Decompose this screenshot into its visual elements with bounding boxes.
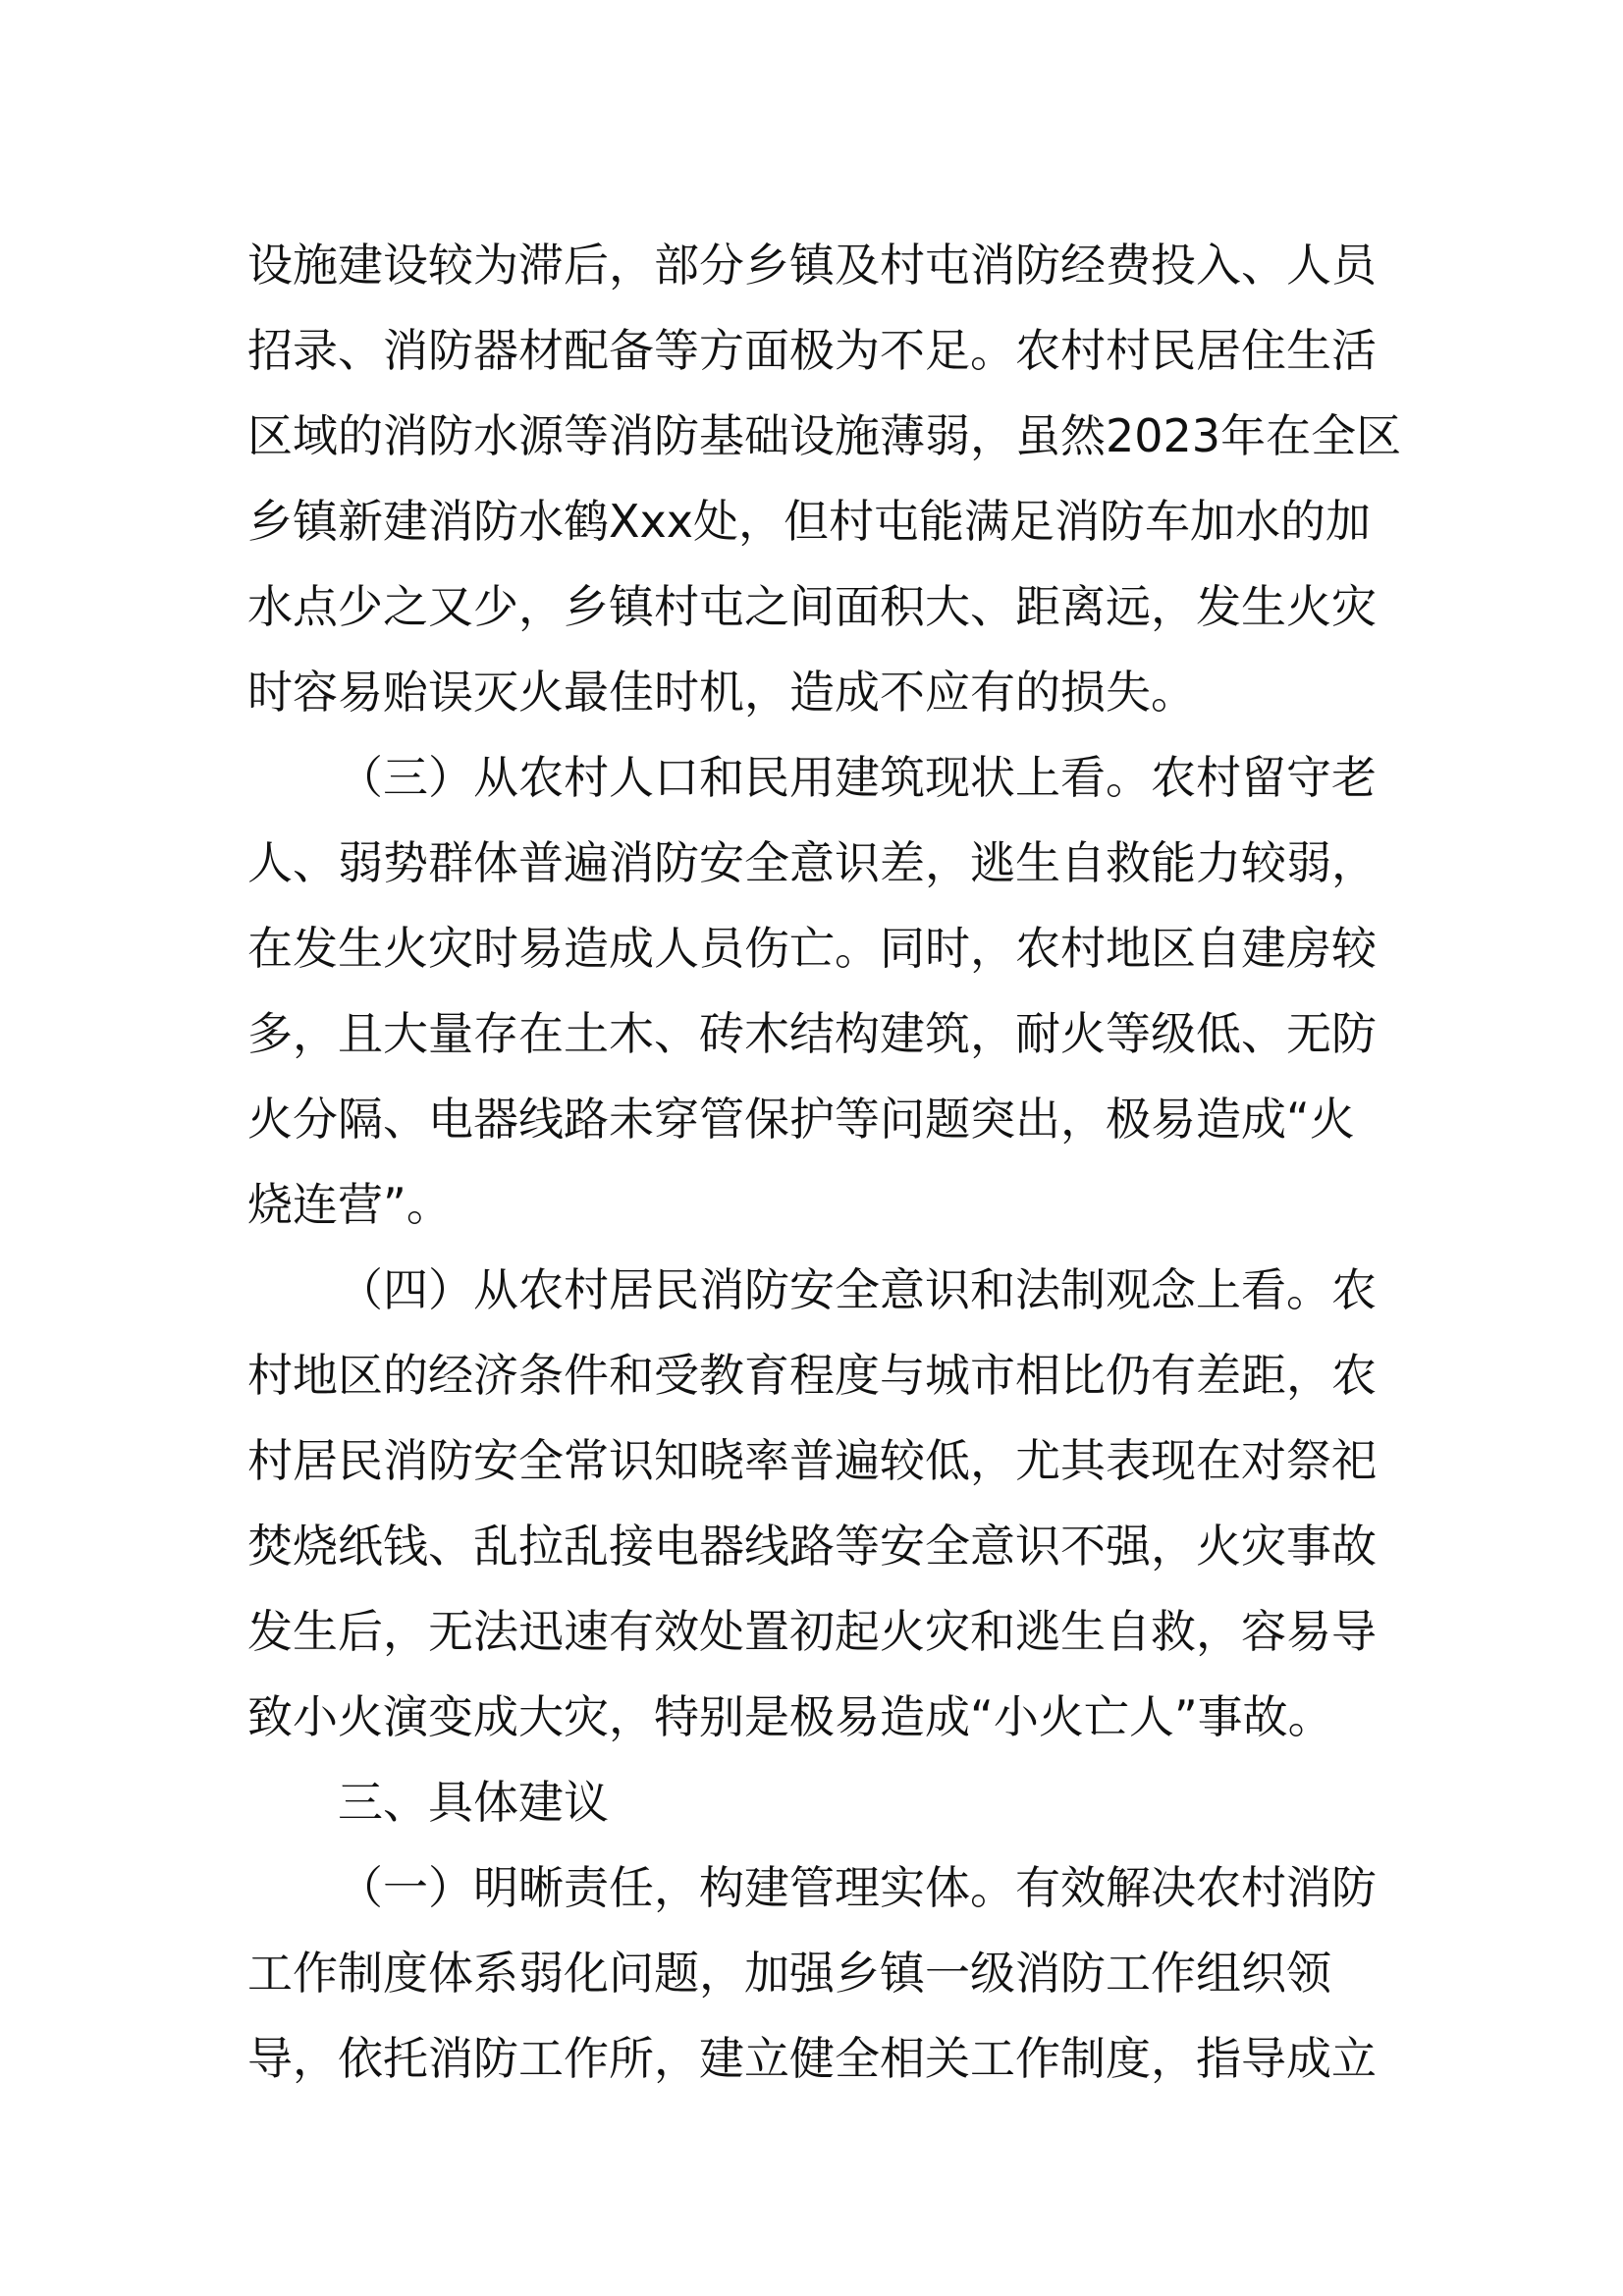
text-line-3: 区域的消防水源等消防基础设施薄弱，虽然2023年在全区 xyxy=(247,409,1402,462)
text-line-14: 村地区的经济条件和受教育程度与城市相比仍有差距，农 xyxy=(247,1349,1377,1402)
paragraph-suggestion-1-start: （一）明晰责任，构建管理实体。有效解决农村消防 xyxy=(338,1861,1377,1914)
text-line-2: 招录、消防器材配备等方面极为不足。农村村民居住生活 xyxy=(247,324,1377,377)
paragraph-3-start: （三）从农村人口和民用建筑现状上看。农村留守老 xyxy=(338,751,1377,804)
text-line-16: 焚烧纸钱、乱拉乱接电器线路等安全意识不强，火灾事故 xyxy=(247,1520,1377,1573)
text-line-22: 导，依托消防工作所，建立健全相关工作制度，指导成立 xyxy=(247,2032,1377,2085)
text-line-10: 多，且大量存在土木、砖木结构建筑，耐火等级低、无防 xyxy=(247,1007,1377,1060)
text-line-1: 设施建设较为滞后，部分乡镇及村屯消防经费投入、人员 xyxy=(247,239,1377,292)
section-heading-suggestions: 三、具体建议 xyxy=(338,1776,609,1829)
text-line-18: 致小火演变成大灾，特别是极易造成“小火亡人”事故。 xyxy=(247,1690,1333,1743)
text-line-8: 人、弱势群体普遍消防安全意识差，逃生自救能力较弱， xyxy=(247,836,1377,889)
text-line-12: 烧连营”。 xyxy=(247,1178,452,1231)
text-line-5: 水点少之又少，乡镇村屯之间面积大、距离远，发生火灾 xyxy=(247,580,1377,633)
text-line-4: 乡镇新建消防水鹤Xxx处，但村屯能满足消防车加水的加 xyxy=(247,495,1371,548)
text-line-6: 时容易贻误灭火最佳时机，造成不应有的损失。 xyxy=(247,666,1196,719)
text-line-9: 在发生火灾时易造成人员伤亡。同时，农村地区自建房较 xyxy=(247,922,1377,975)
paragraph-4-start: （四）从农村居民消防安全意识和法制观念上看。农 xyxy=(338,1263,1377,1316)
text-line-17: 发生后，无法迅速有效处置初起火灾和逃生自救，容易导 xyxy=(247,1605,1377,1658)
text-line-11: 火分隔、电器线路未穿管保护等问题突出，极易造成“火 xyxy=(247,1093,1355,1146)
text-line-21: 工作制度体系弱化问题，加强乡镇一级消防工作组织领 xyxy=(247,1947,1331,2000)
text-line-15: 村居民消防安全常识知晓率普遍较低，尤其表现在对祭祀 xyxy=(247,1434,1377,1487)
